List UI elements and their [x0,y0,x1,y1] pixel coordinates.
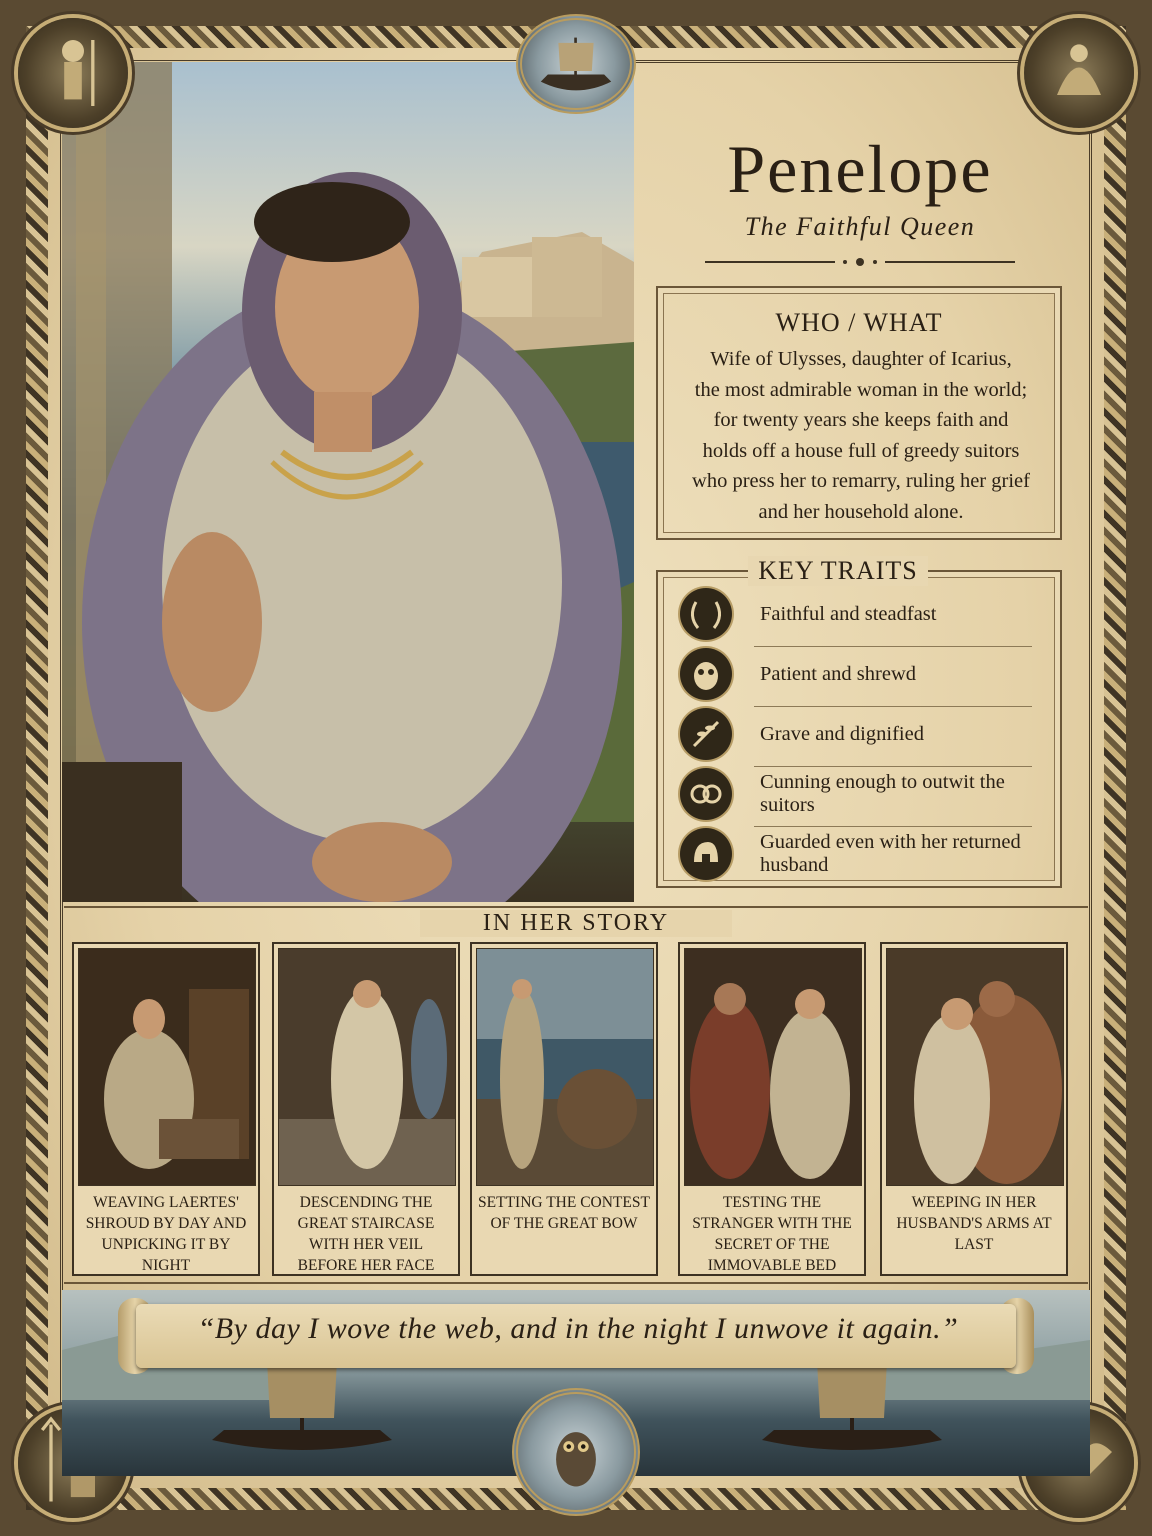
who-what-panel [656,286,1062,540]
story-panel-weaving [72,942,260,1276]
testing-stranger-scene-image [684,948,862,1186]
story-caption: DESCENDING THE GREAT STAIRCASE WITH HER VEIL BEFORE HER FACE [297,1194,435,1274]
eagle-corner-icon [1024,18,1134,128]
quote-scroll [118,1298,1034,1374]
staircase-scene-image [278,948,456,1186]
trait-item [680,766,1030,822]
trait-item [680,586,1030,642]
story-panel-reunion [880,942,1068,1276]
trait-label: Cunning enough to outwit the suitors [760,771,1005,816]
reunion-scene-image [886,948,1064,1186]
weaving-scene-image [78,948,256,1186]
trait-label: Patient and shrewd [760,662,916,685]
story-caption: TESTING THE STRANGER WITH THE SECRET OF THE IMMOVABLE BED [692,1194,852,1274]
story-heading: IN HER STORY [420,910,732,937]
helmet-icon [680,828,732,880]
trait-label: Grave and dignified [760,722,924,745]
story-panel-staircase [272,942,460,1276]
page-subtitle: The Faithful Queen [744,212,976,241]
description-line: for twenty years she keeps faith and [713,409,1009,431]
warrior-figure-corner-icon [18,18,128,128]
great-bow-scene-image [476,948,654,1186]
trait-item [680,706,1030,762]
story-caption: WEEPING IN HER HUSBAND'S ARMS AT LAST [896,1194,1052,1253]
olive-branch-icon [680,708,732,760]
story-caption: WEAVING LAERTES' SHROUD BY DAY AND UNPICKING IT BY NIGHT [85,1194,247,1274]
knot-icon [680,768,732,820]
page-title: Penelope [727,131,993,207]
description-line: holds off a house full of greedy suitors [702,439,1020,462]
description-line: the most admirable woman in the world; [694,378,1028,401]
trait-label: Faithful and steadfast [760,602,937,625]
penelope-portrait [62,62,634,902]
who-what-heading: WHO / WHAT [775,308,943,337]
description-line: Wife of Ulysses, daughter of Icarius, [710,348,1012,370]
story-panel-great-bow [470,942,658,1276]
description-line: and her household alone. [758,500,964,523]
key-traits-heading: KEY TRAITS [748,556,928,586]
who-what-description [676,344,1046,527]
story-caption: SETTING THE CONTEST OF THE GREAT BOW [478,1194,650,1232]
quote-text: “By day I wove the web, and in the night I unwove it again.” [197,1312,959,1345]
laurel-wreath-icon [680,588,732,640]
ship-medallion-icon [516,14,636,114]
story-panel-testing-stranger [678,942,866,1276]
trait-item [680,646,1030,702]
trait-label: Guarded even with her returned husband [760,831,1021,876]
trait-item [680,826,1030,882]
owl-medallion-icon [512,1388,640,1516]
owl-icon [680,648,732,700]
key-traits-panel [656,556,1062,888]
title-divider [705,258,1015,266]
description-line: who press her to remarry, ruling her grief [692,470,1030,492]
